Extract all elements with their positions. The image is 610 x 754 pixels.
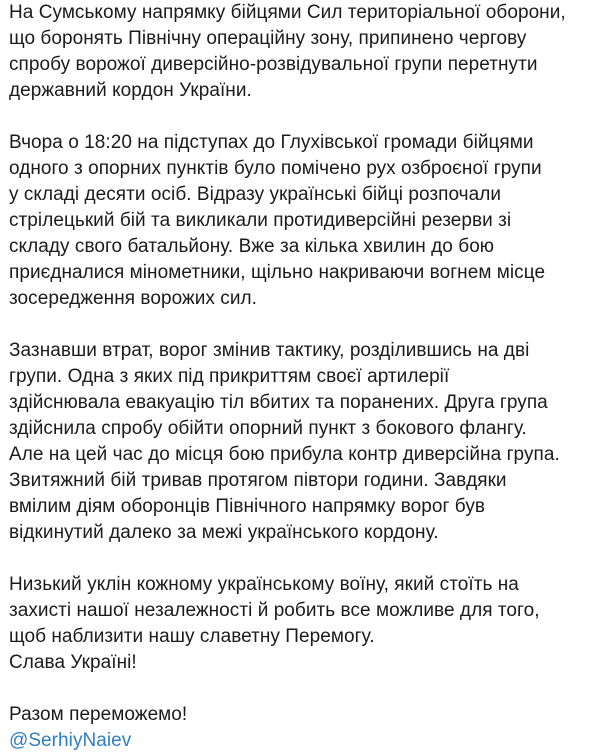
closing-line: Разом переможемо!	[9, 704, 188, 725]
text-line: групи. Одна з яких під прикриттям своєї артилерії	[9, 366, 450, 387]
text-line: Зазнавши втрат, ворог змінив тактику, розділившись на дві	[9, 340, 530, 361]
text-line: здійснила спробу обійти опорний пункт з бокового флангу.	[9, 418, 527, 439]
text-line: державний кордон України.	[9, 80, 252, 101]
paragraph-closing	[9, 702, 610, 754]
author-mention-link[interactable]: @SerhiyNaiev	[9, 730, 132, 751]
paragraph-gap	[9, 546, 610, 572]
text-line: складу свого батальйону. Вже за кілька хвилин до бою	[9, 236, 495, 257]
text-line: здійснювала евакуацію тіл вбитих та поранених. Друга група	[9, 392, 548, 413]
paragraph-gap	[9, 312, 610, 338]
paragraph-event	[9, 130, 610, 312]
text-line: відкинутий далеко за межі українського кордону.	[9, 522, 439, 543]
author-mention-row	[9, 728, 610, 754]
text-line: стрілецький бій та викликали протидиверсійні резерви зі	[9, 210, 512, 231]
text-line: На Сумському напрямку бійцями Сил територіальної оборони,	[9, 2, 566, 23]
paragraph-gap	[9, 104, 610, 130]
text-line: у складі десяти осіб. Відразу українські бійці розпочали	[9, 184, 502, 205]
text-line: Але на цей час до місця бою прибула контр диверсійна група.	[9, 444, 560, 465]
text-line: одного з опорних пунктів було помічено рух озброєної групи	[9, 158, 542, 179]
text-line: Звитяжний бій тривав протягом півтори години. Завдяки	[9, 470, 507, 491]
text-line: Вчора о 18:20 на підступах до Глухівської громади бійцями	[9, 132, 534, 153]
paragraph-tactics	[9, 338, 610, 546]
text-line: вмілим діям оборонців Північного напрямку ворог був	[9, 496, 486, 517]
text-line: захисті нашої незалежності й робить все можливе для того,	[9, 600, 540, 621]
paragraph-intro	[9, 0, 610, 104]
text-line: Слава Україні!	[9, 652, 137, 673]
text-line: зосередження ворожих сил.	[9, 288, 257, 309]
text-line: що боронять Північну операційну зону, припинено чергову	[9, 28, 527, 49]
text-line: приєдналися мінометники, щільно накриваючи вогнем місце	[9, 262, 546, 283]
text-line: спробу ворожої диверсійно-розвідувальної групи перетнути	[9, 54, 538, 75]
text-line: щоб наблизити нашу славетну Перемогу.	[9, 626, 375, 647]
paragraph-gap	[9, 676, 610, 702]
text-line: Низький уклін кожному українському воїну, який стоїть на	[9, 574, 519, 595]
paragraph-gratitude	[9, 572, 610, 676]
